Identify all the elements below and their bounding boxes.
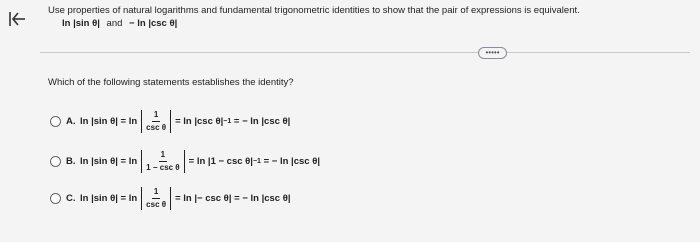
option-c[interactable] — [50, 187, 291, 210]
question-prompt: Use properties of natural logarithms and fundamental trigonometric identities to show that the pair of expressions is equivalent. — [48, 5, 580, 16]
option-tail: = − ln |csc θ| — [260, 156, 320, 167]
expression-pair — [62, 17, 177, 30]
fraction: $\frac{1}{\text{csc θ}}$ — [146, 187, 167, 209]
option-lhs: ln |sin θ| = ln — [80, 193, 138, 204]
exponent: −1 — [223, 118, 232, 125]
radio-a[interactable] — [50, 116, 61, 127]
option-a[interactable] — [50, 110, 290, 133]
radio-b[interactable] — [50, 156, 61, 167]
more-button[interactable]: ••••• — [478, 47, 507, 59]
sub-prompt: Which of the following statements establishes the identity? — [48, 77, 294, 88]
divider — [40, 52, 690, 53]
option-letter: A. — [66, 116, 76, 127]
radio-c[interactable] — [50, 193, 61, 204]
option-rhs: = ln |csc θ| — [175, 116, 224, 127]
option-b[interactable] — [50, 150, 320, 173]
option-lhs: ln |sin θ| = ln — [80, 116, 138, 127]
option-rhs: = ln |1 − csc θ| — [188, 156, 253, 167]
expression-2: − ln |csc θ| — [129, 18, 178, 29]
option-tail: = − ln |csc θ| — [231, 116, 291, 127]
exponent: −1 — [252, 158, 261, 165]
option-rhs: = ln |− csc θ| = − ln |csc θ| — [175, 193, 291, 204]
option-letter: B. — [66, 156, 76, 167]
option-lhs: ln |sin θ| = ln — [80, 156, 138, 167]
expression-1: ln |sin θ| — [62, 18, 100, 29]
back-arrow-icon[interactable] — [6, 8, 28, 30]
fraction: $\frac{1}{\text{1 − csc θ}}$ — [146, 150, 180, 172]
option-letter: C. — [66, 193, 76, 204]
and-text: and — [106, 18, 123, 29]
fraction: $\frac{1}{\text{csc θ}}$ — [146, 110, 167, 132]
